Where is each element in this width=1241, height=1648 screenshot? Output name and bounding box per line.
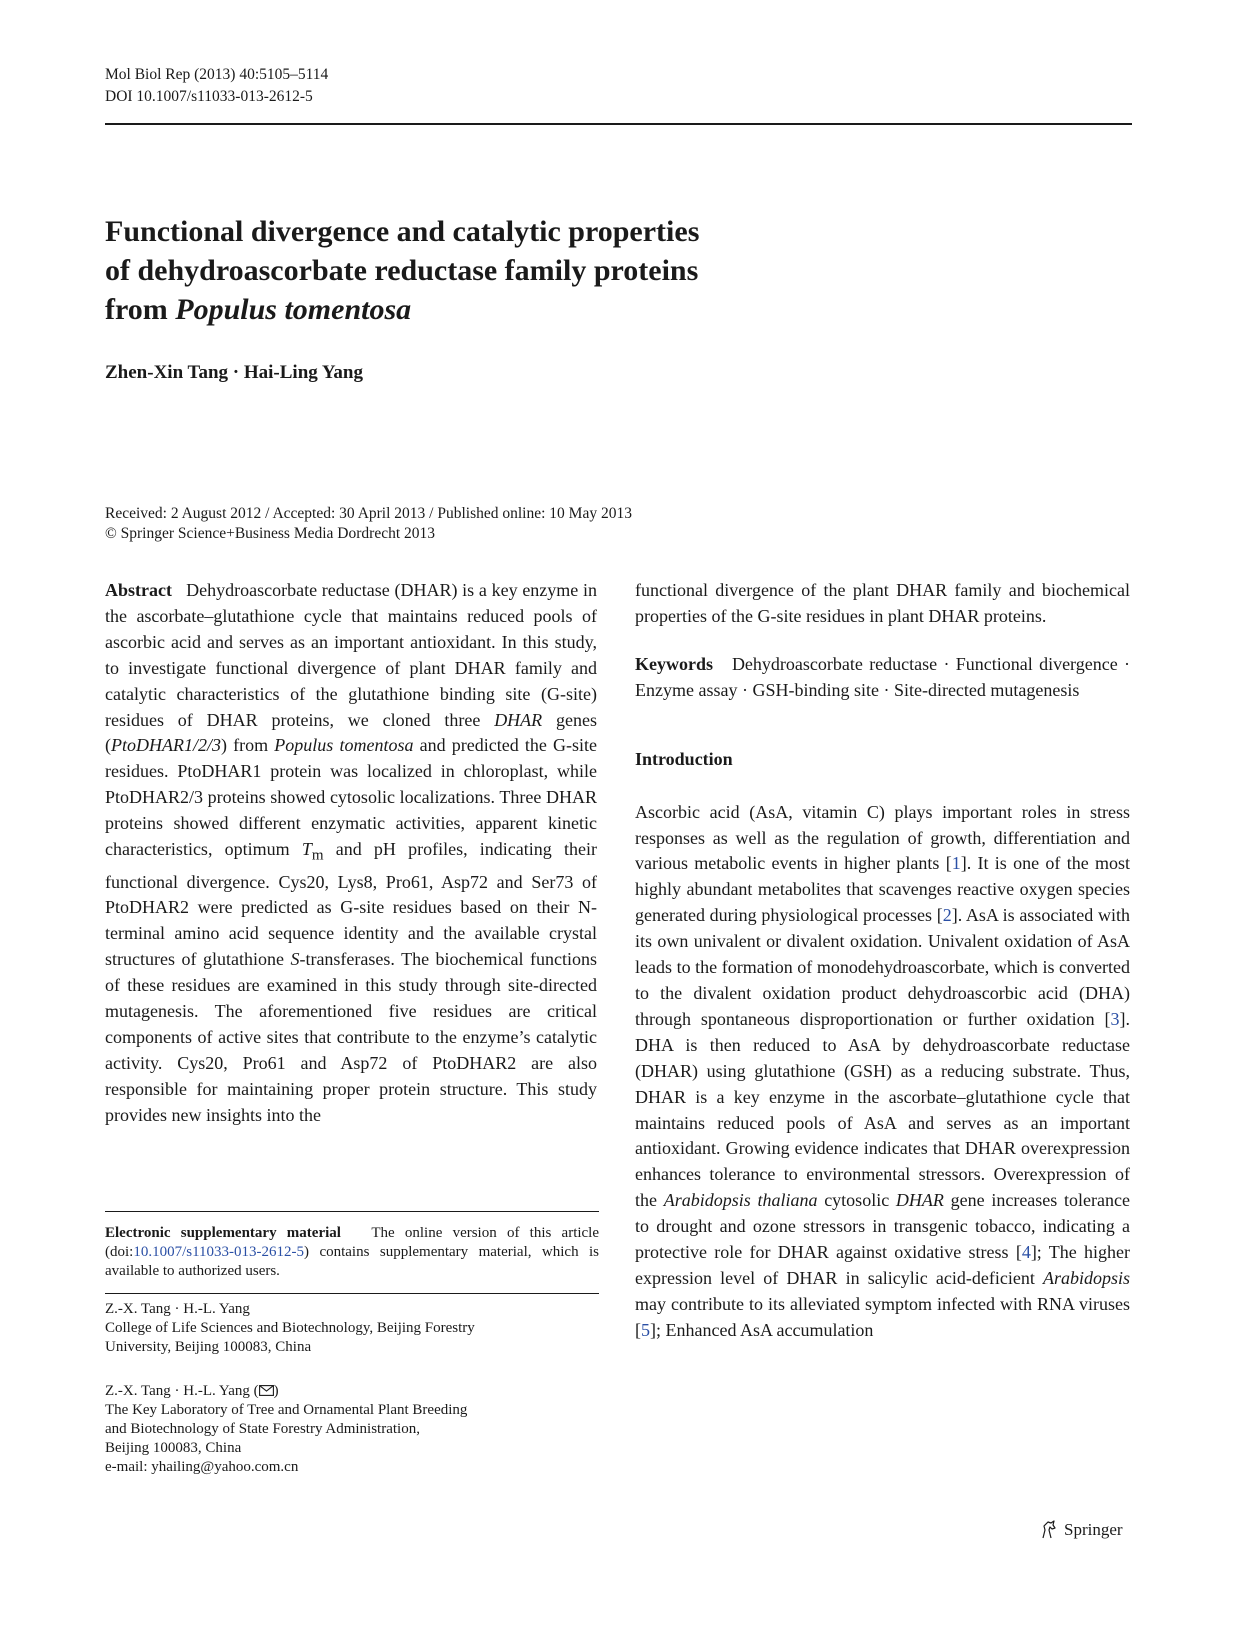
abstract-text: genes ( — [105, 709, 597, 756]
abstract-text: -transferases. The biochemical functions of these residues are examined in this study through site-directed mutagenesis. The aforementioned five residues are critical components of active sites that contribute to the enzyme’s catalytic activity. Cys20, Pro61 and Asp72 of PtoDHAR2 are also responsible for maintaining proper protein structure. This study provides new insights into the — [105, 949, 597, 1125]
affiliation-2-line-2: and Biotechnology of State Forestry Administration, — [105, 1421, 420, 1437]
keywords-heading: Keywords — [635, 653, 713, 674]
intro-species: Arabidopsis — [1042, 1267, 1130, 1288]
abstract-text: and predicted the G-site residues. PtoDHAR1 protein was localized in chloroplast, while PtoDHAR2/3 proteins showed cytosolic localizations. Three DHAR proteins showed different enzymatic activities, apparent kinetic characteristics, optimum — [105, 735, 598, 860]
author-list: Zhen-Xin Tang · Hai-Ling Yang — [105, 362, 364, 383]
keywords-list: Dehydroascorbate reductase · Functional divergence · Enzyme assay · GSH-binding site · Site-directed mutagenesis — [635, 653, 1130, 700]
supplementary-text: ) contains supplementary material, which is available to authorized users. — [105, 1244, 599, 1279]
right-column — [635, 578, 1130, 1344]
left-column — [105, 578, 597, 1129]
introduction-paragraph — [635, 800, 1130, 1344]
supplementary-block — [105, 1211, 599, 1294]
abstract-subscript: m — [311, 847, 324, 864]
citation-ref[interactable]: 1 — [951, 853, 961, 874]
supplementary-heading: Electronic supplementary material — [105, 1225, 341, 1241]
history-dates: Received: 2 August 2012 / Accepted: 30 April 2013 / Published online: 10 May 2013 — [105, 505, 632, 522]
abstract-paragraph — [105, 578, 597, 1129]
abstract-text: and pH profiles, indicating their functional divergence. Cys20, Lys8, Pro61, Asp72 and Ser73 of PtoDHAR2 were predicted as G-site residues based on their N-terminal amino acid sequence identity and the available crystal structures of glutathione — [105, 839, 597, 970]
springer-horse-icon — [1040, 1520, 1058, 1540]
title-line-2: of dehydroascorbate reductase family proteins — [105, 254, 699, 287]
intro-text: ]; Enhanced AsA accumulation — [650, 1319, 874, 1340]
abstract-text: Dehydroascorbate reductase (DHAR) is a key enzyme in the ascorbate–glutathione cycle that maintains reduced pools of ascorbic acid and serves as an important antioxidant. In this study, to investigate functional divergence of plant DHAR family and catalytic characteristics of the glutathione binding site (G-site) residues of DHAR proteins, we cloned three — [105, 580, 598, 730]
abstract-symbol-s: S — [290, 949, 300, 970]
intro-text: gene increases tolerance to drought and ozone stressors in transgenic tobacco, indicating a protective role for DHAR against oxidative stress [ — [635, 1190, 1130, 1263]
affiliation-1-line-1: College of Life Sciences and Biotechnology, Beijing Forestry — [105, 1320, 475, 1336]
affiliation-2-paren: ) — [273, 1383, 279, 1399]
abstract-gene: DHAR — [494, 709, 543, 730]
intro-text: cytosolic — [817, 1190, 896, 1211]
envelope-icon — [259, 1385, 274, 1396]
abstract-continuation: functional divergence of the plant DHAR family and biochemical properties of the G-site residues in plant DHAR proteins. — [635, 580, 1130, 626]
affiliation-1-names: Z.-X. Tang · H.-L. Yang — [105, 1301, 250, 1317]
header-rule — [105, 123, 1132, 125]
affiliation-2-line-1: The Key Laboratory of Tree and Ornamental Plant Breeding — [105, 1402, 468, 1418]
intro-text: Ascorbic acid (AsA, vitamin C) plays important roles in stress responses as well as the regulation of growth, differentiation and various metabolic events in higher plants [ — [635, 801, 1130, 874]
doi-link[interactable]: 10.1007/s11033-013-2612-5 — [133, 1244, 305, 1260]
intro-text: ]. DHA is then reduced to AsA by dehydroascorbate reductase (DHAR) using glutathione (GSH) as a reducing substrate. Thus, DHAR is a key enzyme in the ascorbate–glutathione cycle that maintains reduced pools of AsA and serves as an important antioxidant. Growing evidence indicates that DHAR overexpression enhances tolerance to environmental stressors. Overexpression of the — [635, 1008, 1130, 1211]
intro-text: ]; The higher expression level of DHAR in salicylic acid-deficient — [635, 1242, 1130, 1288]
title-line-3-prefix: from — [105, 293, 176, 326]
corresponding-email[interactable]: e-mail: yhailing@yahoo.com.cn — [105, 1459, 299, 1475]
intro-gene: DHAR — [895, 1190, 944, 1211]
keywords-paragraph — [635, 652, 1130, 704]
affiliation-2-names — [105, 1382, 599, 1401]
affiliation-1-line-2: University, Beijing 100083, China — [105, 1339, 312, 1355]
affiliation-2-authors: Z.-X. Tang · H.-L. Yang ( — [105, 1383, 259, 1399]
abstract-symbol-t: T — [301, 839, 312, 860]
abstract-text: ) from — [221, 735, 275, 756]
paper-title — [105, 212, 865, 329]
journal-citation: Mol Biol Rep (2013) 40:5105–5114 — [105, 66, 329, 83]
affiliation-1 — [105, 1300, 599, 1357]
citation-ref[interactable]: 3 — [1110, 1008, 1120, 1029]
abstract-heading: Abstract — [105, 580, 172, 600]
journal-doi: DOI 10.1007/s11033-013-2612-5 — [105, 88, 313, 105]
title-species: Populus tomentosa — [175, 293, 412, 326]
journal-header — [105, 64, 328, 108]
intro-text: ]. AsA is associated with its own univalent or divalent oxidation. Univalent oxidation of AsA leads to the formation of monodehydroascorbate, which is converted to the divalent oxidation product dehydroascorbic acid (DHA) through spontaneous disproportionation or further oxidation [ — [635, 905, 1130, 1029]
abstract-gene-list: PtoDHAR1/2/3 — [111, 735, 221, 756]
intro-text: ]. It is one of the most highly abundant metabolites that scavenges reactive oxygen species generated during physiological processes [ — [635, 853, 1130, 926]
supplementary-note — [105, 1224, 599, 1281]
abstract-species: Populus tomentosa — [274, 735, 414, 756]
intro-text: may contribute to its alleviated symptom infected with RNA viruses [ — [635, 1293, 1130, 1340]
introduction-heading: Introduction — [635, 748, 733, 769]
affiliation-2 — [105, 1382, 599, 1477]
publication-dates — [105, 504, 632, 544]
affiliation-2-line-3: Beijing 100083, China — [105, 1440, 242, 1456]
citation-ref[interactable]: 2 — [942, 905, 952, 926]
intro-species: Arabidopsis thaliana — [663, 1190, 818, 1211]
publisher-name: Springer — [1064, 1520, 1123, 1539]
citation-ref[interactable]: 5 — [641, 1319, 650, 1340]
supplementary-bottom-rule — [105, 1293, 599, 1294]
title-line-1: Functional divergence and catalytic properties — [105, 215, 700, 248]
title-line-3 — [105, 290, 865, 329]
citation-ref[interactable]: 4 — [1021, 1242, 1031, 1263]
publisher-logo — [1040, 1520, 1123, 1540]
supplementary-top-rule — [105, 1211, 599, 1212]
supplementary-text: The online version of this article (doi: — [105, 1225, 600, 1260]
copyright-line: © Springer Science+Business Media Dordrecht 2013 — [105, 525, 436, 542]
